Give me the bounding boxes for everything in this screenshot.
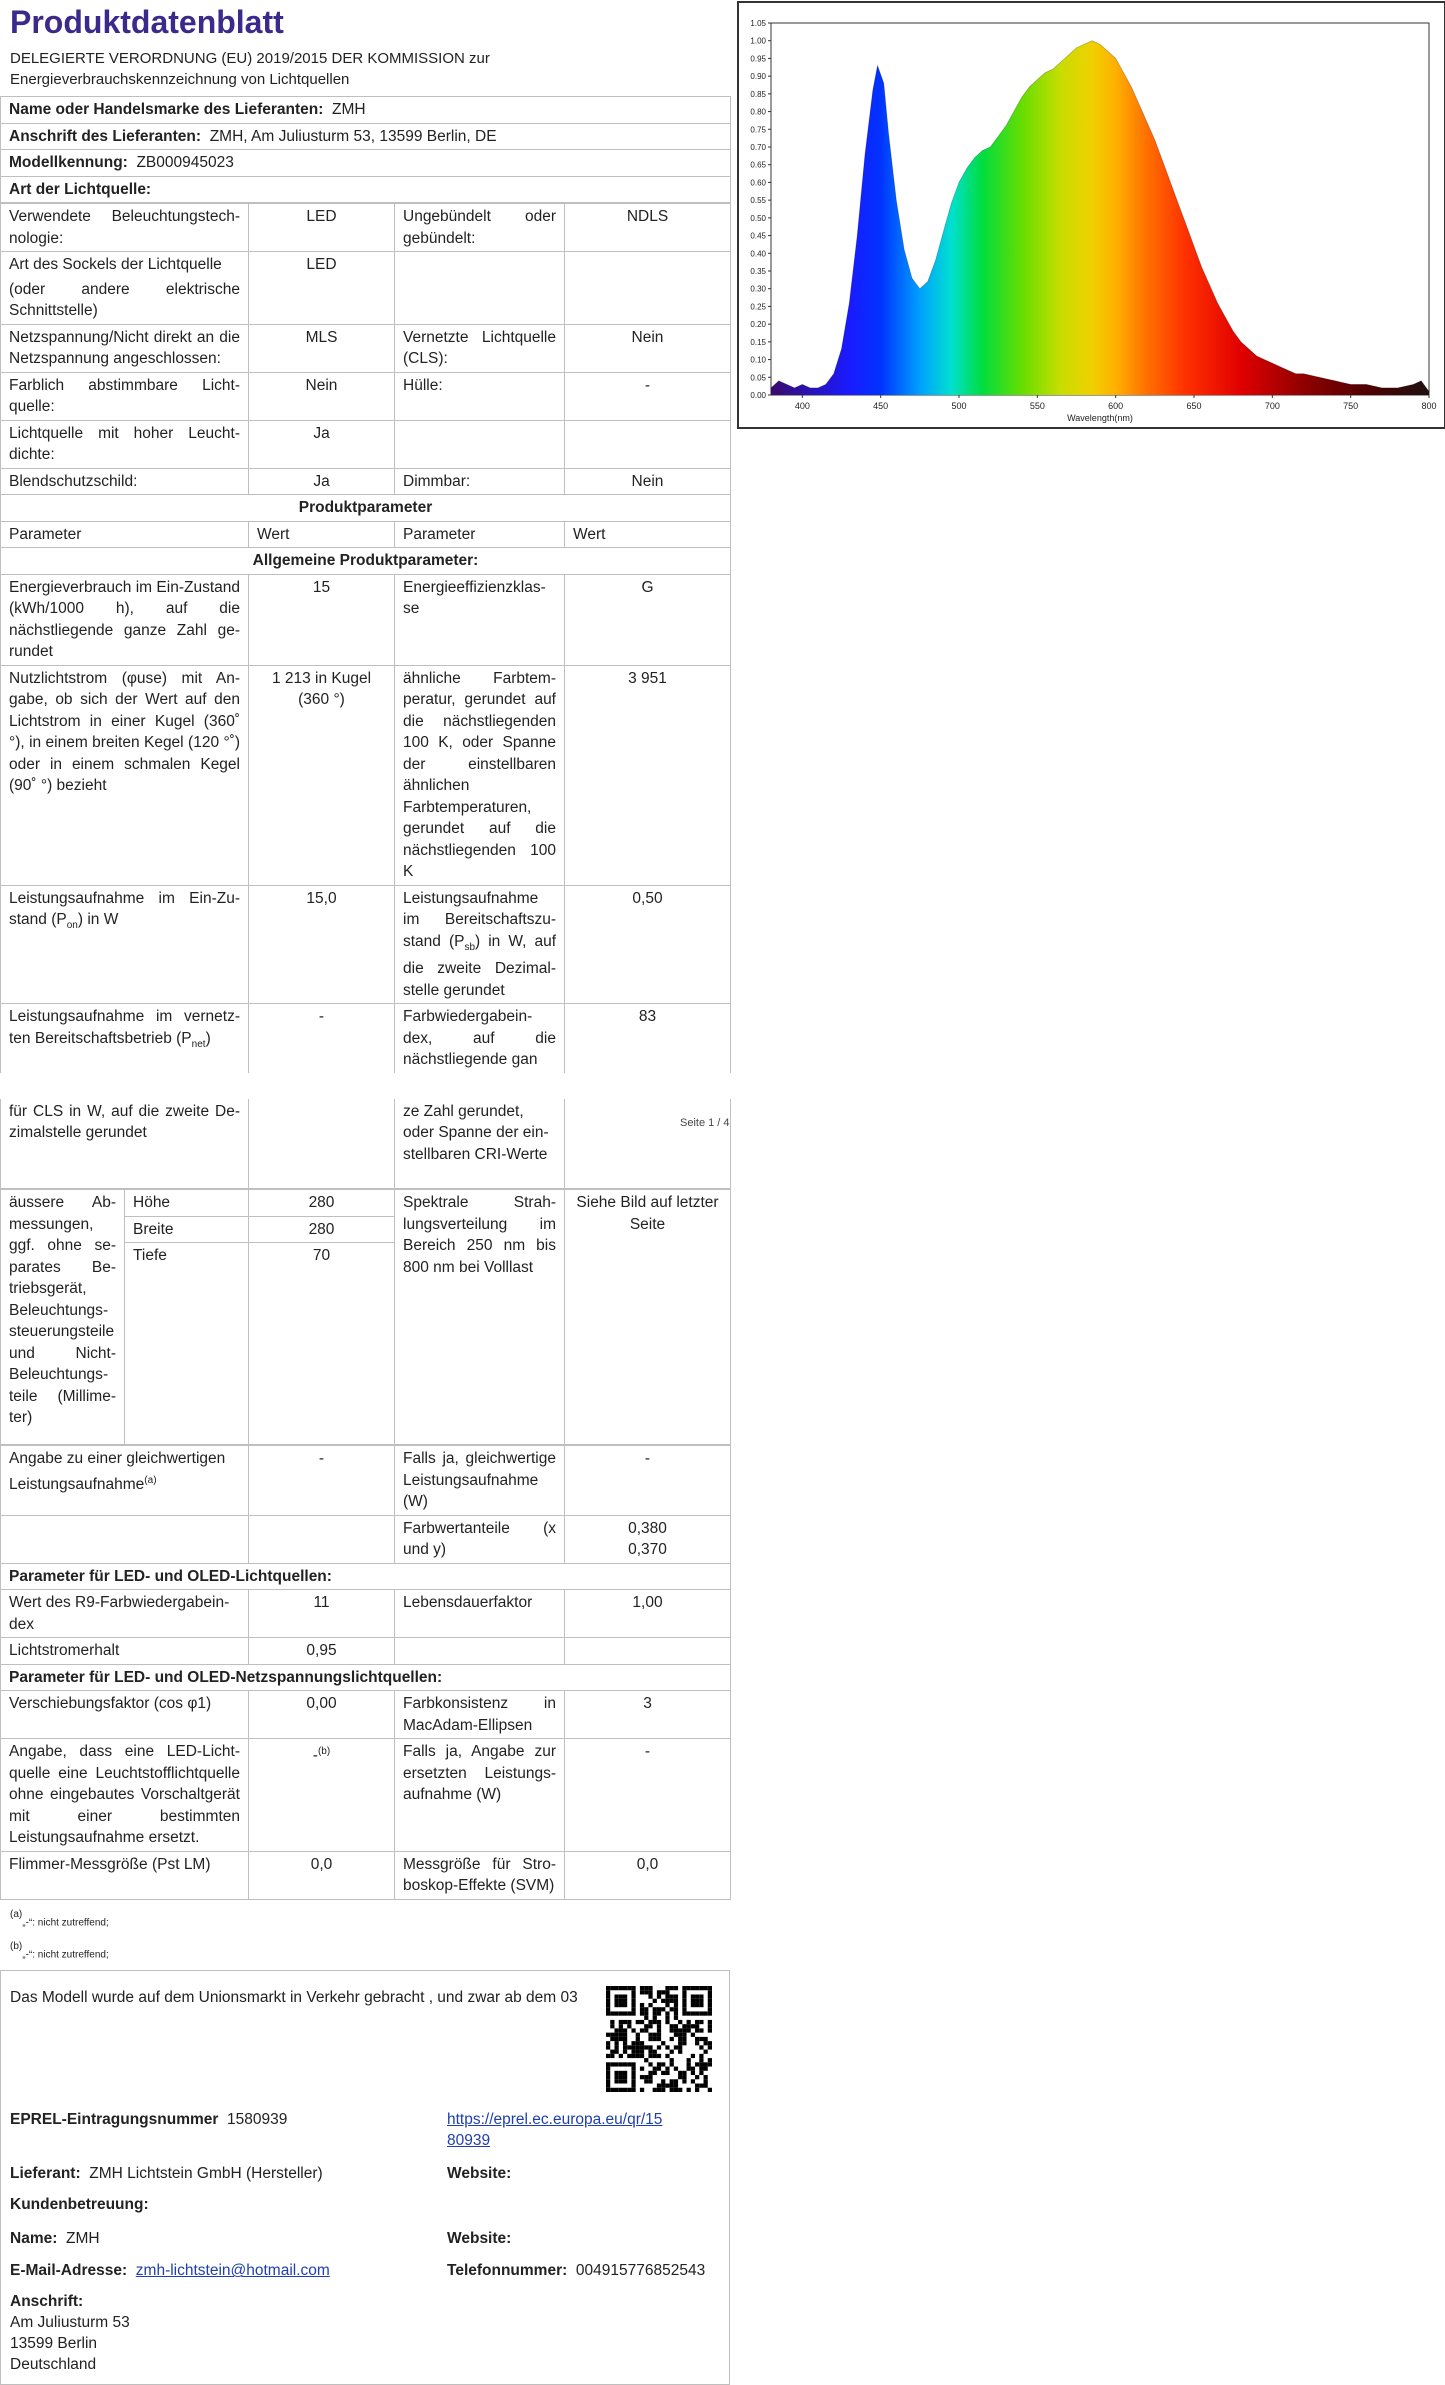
x-tick-label: 650 [1186,401,1202,411]
email-row [10,2260,330,2281]
chromaticity-x: 0,380 [628,1519,667,1537]
luminous-flux-label: Nutzlichtstrom (φuse) mit Angabe, ob sich der Wert auf den Lichtstrom in einer Kugel (360˚ °), in einem breiten Kegel (120 °˚) oder in einem schmalen Kegel (90˚ °) bezieht [1,665,249,885]
displacement-factor-value: 0,00 [249,1691,395,1739]
flicker-value: 0,0 [249,1851,395,1899]
on-mode-power-value: 15,0 [249,885,395,1004]
col-header-parameter: Parameter [1,521,249,548]
y-tick-label: 0.30 [750,284,766,294]
col-header-value: Wert [565,521,731,548]
address-line-2: 13599 Berlin [10,2335,98,2353]
param-row [1,885,731,1004]
email-label: E-Mail-Adresse: [10,2262,128,2280]
survival-factor-value: 1,00 [565,1590,731,1638]
y-tick-label: 0.60 [750,178,766,188]
lightsource-row [1,372,731,420]
website-label: Website: [447,2165,512,2183]
dimension-value: 280 [249,1190,395,1217]
energy-class-value: G [565,574,731,665]
empty-cell [249,1269,395,1445]
networked-standby-label: Leistungsaufnahme im vernetzten Bereitschaftsbetrieb $(P_{net})$ [1,1004,249,1073]
y-tick-label: 0.05 [750,373,766,383]
cri-value: 83 [565,1004,731,1073]
connected-label: Vernetzte Lichtquelle (CLS): [395,324,565,372]
supplier-row [10,2163,323,2184]
y-tick-label: 0.65 [750,160,766,170]
directional-value: NDLS [565,204,731,252]
y-tick-label: 0.95 [750,54,766,64]
socket-value: LED [249,252,395,325]
networked-standby-value: - [249,1004,395,1073]
subtitle-line-2: Energieverbrauchskennzeichnung von Lichtquellen [10,71,350,88]
dimension-name: Breite [125,1216,249,1243]
y-tick-label: 0.15 [750,337,766,347]
param-row-continued [1,1099,731,1189]
displacement-factor-label: Verschiebungsfaktor (cos φ1) [1,1691,249,1739]
supplier-name-row [1,97,731,124]
stroboscopic-label: Messgröße für Stroboskop-Effekte (SVM) [395,1851,565,1899]
empty-cell [565,252,731,325]
model-value: ZB000945023 [136,154,234,171]
spectrum-plot [739,3,1444,427]
cri-label: Farbwiedergabeindex, auf die nächstliegende gan [395,1004,565,1073]
spectral-value: Siehe Bild auf letzter Seite [565,1190,731,1445]
address-line-3: Deutschland [10,2356,97,2374]
supplier-name-label: Name oder Handelsmarke des Lieferanten: [9,101,324,118]
empty-cell [395,420,565,468]
column-header-row [1,521,731,548]
glare-value: Ja [249,468,395,495]
energy-consumption-label: Energieverbrauch im Ein-Zustand (kWh/1000 h), auf die nächstliegende ganze Zahl gerundet [1,574,249,665]
equivalent-power-value: - [565,1446,731,1516]
empty-cell [249,1099,395,1189]
y-tick-label: 0.85 [750,89,766,99]
dimensions-label: äussere Abmessungen, ggf. ohne separates Betriebsgerät, Beleuchtungssteuerungsteile und Nicht-Beleuchtungsteile (Millimeter) [1,1190,125,1445]
param-row [1,665,731,885]
eprel-value: 1580939 [227,2111,288,2129]
socket-label: Art des Sockels der Lichtquelle [9,256,222,273]
tunable-label: Farblich abstimmbare Lichtquelle: [1,372,249,420]
led-params-heading: Parameter für LED- und OLED-Lichtquellen: [1,1563,731,1590]
param-row [1,1590,731,1638]
supplier-address-value: ZMH, Am Juliusturm 53, 13599 Berlin, DE [209,127,497,145]
chromaticity-label: Farbwertanteile (x und y) [395,1515,565,1563]
param-row [1,1446,731,1516]
supplier-address-label: Anschrift des Lieferanten: [9,127,202,145]
lightsource-row [1,324,731,372]
eprel-row [10,2109,287,2130]
socket-cell [1,252,249,325]
lumen-maintenance-value: 0,95 [249,1638,395,1665]
y-tick-label: 0.00 [750,391,766,400]
model-label: Modellkennung: [9,154,128,171]
energy-class-label: Energieeffizienzklasse [395,574,565,665]
dimmable-label: Dimmbar: [395,468,565,495]
address-label: Anschrift: [10,2293,84,2311]
lightsource-row [1,252,731,325]
model-row [1,150,731,177]
service-website-label: Website: [447,2230,512,2248]
y-tick-label: 0.70 [750,143,766,152]
x-tick-label: 400 [794,401,810,411]
y-tick-label: 0.20 [750,320,766,330]
fluorescent-replacement-value: -$^{(b)}$ [249,1739,395,1852]
color-consistency-value: 3 [565,1691,731,1739]
dimension-row [1,1190,731,1217]
supplier-info-box [0,1970,730,2385]
page-title: Produktdatenblatt [10,4,284,40]
connected-value: Nein [565,324,731,372]
on-mode-power-label: Leistungsaufnahme im Ein-Zustand $(P_{on})$ in W [1,885,249,1004]
x-tick-label: 700 [1264,401,1280,411]
x-tick-label: 600 [1108,401,1124,411]
y-tick-label: 0.10 [750,355,766,365]
page-number: Seite 1 / 4 [680,1117,730,1129]
eprel-link[interactable]: https://eprel.ec.europa.eu/qr/15 80939 [447,2111,663,2150]
y-tick-label: 0.50 [750,213,766,223]
color-consistency-label: Farbkonsistenz in MacAdam-Ellipsen [395,1691,565,1739]
spectral-distribution-chart [737,1,1445,429]
dimension-value: 70 [249,1243,395,1269]
address-line-1: Am Juliusturm 53 [10,2314,130,2332]
stroboscopic-value: 0,0 [565,1851,731,1899]
envelope-value: - [565,372,731,420]
empty-cell [565,1099,731,1189]
param-row [1,1515,731,1563]
general-params-heading: Allgemeine Produktparameter: [1,548,731,575]
supplier-table [0,96,731,203]
socket-label-note: (oder andere elektrische Schnittstelle) [9,280,240,319]
phone-value: 004915776852543 [575,2262,706,2280]
lumen-maintenance-label: Lichtstromerhalt [1,1638,249,1665]
mains-params-heading: Parameter für LED- und OLED-Netzspannungslichtquellen: [1,1664,731,1691]
flicker-label: Flimmer-Messgröße (Pst LM) [1,1851,249,1899]
x-tick-label: 500 [951,401,967,411]
replaced-power-value: - [565,1739,731,1852]
cct-label: ähnliche Farbtemperatur, gerundet auf die nächstliegenden 100 K, oder Spanne der einstellbaren ähnlichen Farbtemperaturen, gerundet auf die nächstliegenden 100 K [395,665,565,885]
y-tick-label: 1.05 [750,19,766,28]
standby-power-value: 0,50 [565,885,731,1004]
technology-label: Verwendete Beleuchtungstechnologie: [1,204,249,252]
lightsource-row [1,204,731,252]
param-row [1,1851,731,1899]
chromaticity-y: 0,370 [628,1541,667,1559]
fluorescent-replacement-label: Angabe, dass eine LED-Lichtquelle eine Leuchtstofflichtquelle ohne eingebautes Vorschaltgerät mit einer bestimmten Leistungsaufnahme ersetzt. [1,1739,249,1852]
eprel-label: EPREL-Eintragungsnummer [10,2111,219,2129]
mains-value: MLS [249,324,395,372]
y-tick-label: 0.55 [750,196,766,206]
cct-value: 3 951 [565,665,731,885]
x-axis-label: Wavelength(nm) [1067,413,1133,423]
supplier-label: Lieferant: [10,2165,81,2183]
equivalent-value: - [249,1446,395,1516]
empty-cell [565,420,731,468]
lightsource-type-label: Art der Lichtquelle: [1,176,731,203]
param-row [1,1739,731,1852]
col-header-parameter: Parameter [395,521,565,548]
tunable-value: Nein [249,372,395,420]
y-tick-label: 0.35 [750,267,766,276]
y-tick-label: 0.90 [750,72,766,82]
market-date-text: Das Modell wurde auf dem Unionsmarkt in Verkehr gebracht , und zwar ab dem 03 [10,1989,578,2007]
phone-label: Telefonnummer: [447,2262,568,2280]
service-name-row [10,2228,100,2249]
x-tick-label: 800 [1421,401,1437,411]
empty-cell [565,1638,731,1665]
r9-value: 11 [249,1590,395,1638]
phone-row [447,2260,705,2281]
networked-standby-label-cont: für CLS in W, auf die zweite Dezimalstelle gerundet [1,1099,249,1189]
lightsource-table [0,203,731,1073]
x-tick-label: 450 [873,401,889,411]
empty-cell [395,252,565,325]
dimension-name: Tiefe [125,1243,249,1269]
email-link[interactable]: zmh-lichtstein@hotmail.com [135,2262,330,2280]
dimensions-table [0,1189,731,1445]
high-luminance-label: Lichtquelle mit hoher Leuchtdichte: [1,420,249,468]
param-row [1,1691,731,1739]
empty-cell [125,1269,249,1445]
equivalent-power-label: Falls ja, gleichwertige Leistungsaufnahme (W) [395,1446,565,1516]
param-row [1,1638,731,1665]
supplier-name-value: ZMH [332,101,366,118]
luminous-flux-value: 1 213 in Kugel (360 °) [249,665,395,885]
y-tick-label: 0.40 [750,249,766,259]
replaced-power-label: Falls ja, Angabe zur ersetzten Leistungsaufnahme (W) [395,1739,565,1852]
param-row [1,1004,731,1073]
equivalent-table [0,1445,731,1900]
supplier-value: ZMH Lichtstein GmbH (Hersteller) [89,2165,323,2183]
supplier-address-row [1,123,731,150]
y-tick-label: 0.75 [750,125,766,135]
equivalent-label: Angabe zu einer gleichwertigen Leistungsaufnahme$^{(a)}$ [1,1446,249,1516]
empty-cell [395,1638,565,1665]
glare-label: Blendschutzschild: [1,468,249,495]
chromaticity-value [565,1515,731,1563]
technology-value: LED [249,204,395,252]
survival-factor-label: Lebensdauerfaktor [395,1590,565,1638]
subtitle-line-1: DELEGIERTE VERORDNUNG (EU) 2019/2015 DER KOMMISSION zur [10,50,490,67]
x-tick-label: 750 [1343,401,1359,411]
high-luminance-value: Ja [249,420,395,468]
cri-label-cont: ze Zahl gerundet, oder Spanne der einstellbaren CRI-Werte [395,1099,565,1189]
y-tick-label: 0.25 [750,302,766,312]
customer-service-label: Kundenbetreuung: [10,2196,149,2214]
directional-label: Ungebündelt oder gebündelt: [395,204,565,252]
dimension-value: 280 [249,1216,395,1243]
lightsource-row [1,420,731,468]
empty-cell [1,1515,249,1563]
product-params-heading: Produktparameter [1,495,731,522]
param-row [1,574,731,665]
footnote-b: $^{(b)}_{„-“: nicht zutreffend;}$ [10,1940,109,1961]
footnote-a: $^{(a)}_{„-“: nicht zutreffend;}$ [10,1908,109,1928]
x-tick-label: 550 [1029,401,1045,411]
params-table-continued [0,1099,731,1190]
col-header-value: Wert [249,521,395,548]
eprel-link-wrap[interactable] [447,2109,662,2151]
energy-consumption-value: 15 [249,574,395,665]
spectral-label: Spektrale Strahlungsverteilung im Bereich 250 nm bis 800 nm bei Volllast [395,1190,565,1445]
mains-label: Netzspannung/Nicht direkt an die Netzspannung angeschlossen: [1,324,249,372]
service-name-value: ZMH [66,2230,100,2248]
envelope-label: Hülle: [395,372,565,420]
dimmable-value: Nein [565,468,731,495]
y-tick-label: 1.00 [750,36,766,46]
service-name-label: Name: [10,2230,58,2248]
y-tick-label: 0.45 [750,231,766,241]
lightsource-row [1,468,731,495]
r9-label: Wert des R9-Farbwiedergabeindex [1,1590,249,1638]
y-tick-label: 0.80 [750,107,766,117]
dimension-name: Höhe [125,1190,249,1217]
standby-power-label: Leistungsaufnahme im Bereitschaftszustand $(P_{sb})$ in W, auf die zweite Dezimalstelle gerundet [395,885,565,1004]
regulation-subtitle [0,42,730,96]
qr-code-icon [606,1986,712,2092]
empty-cell [249,1515,395,1563]
